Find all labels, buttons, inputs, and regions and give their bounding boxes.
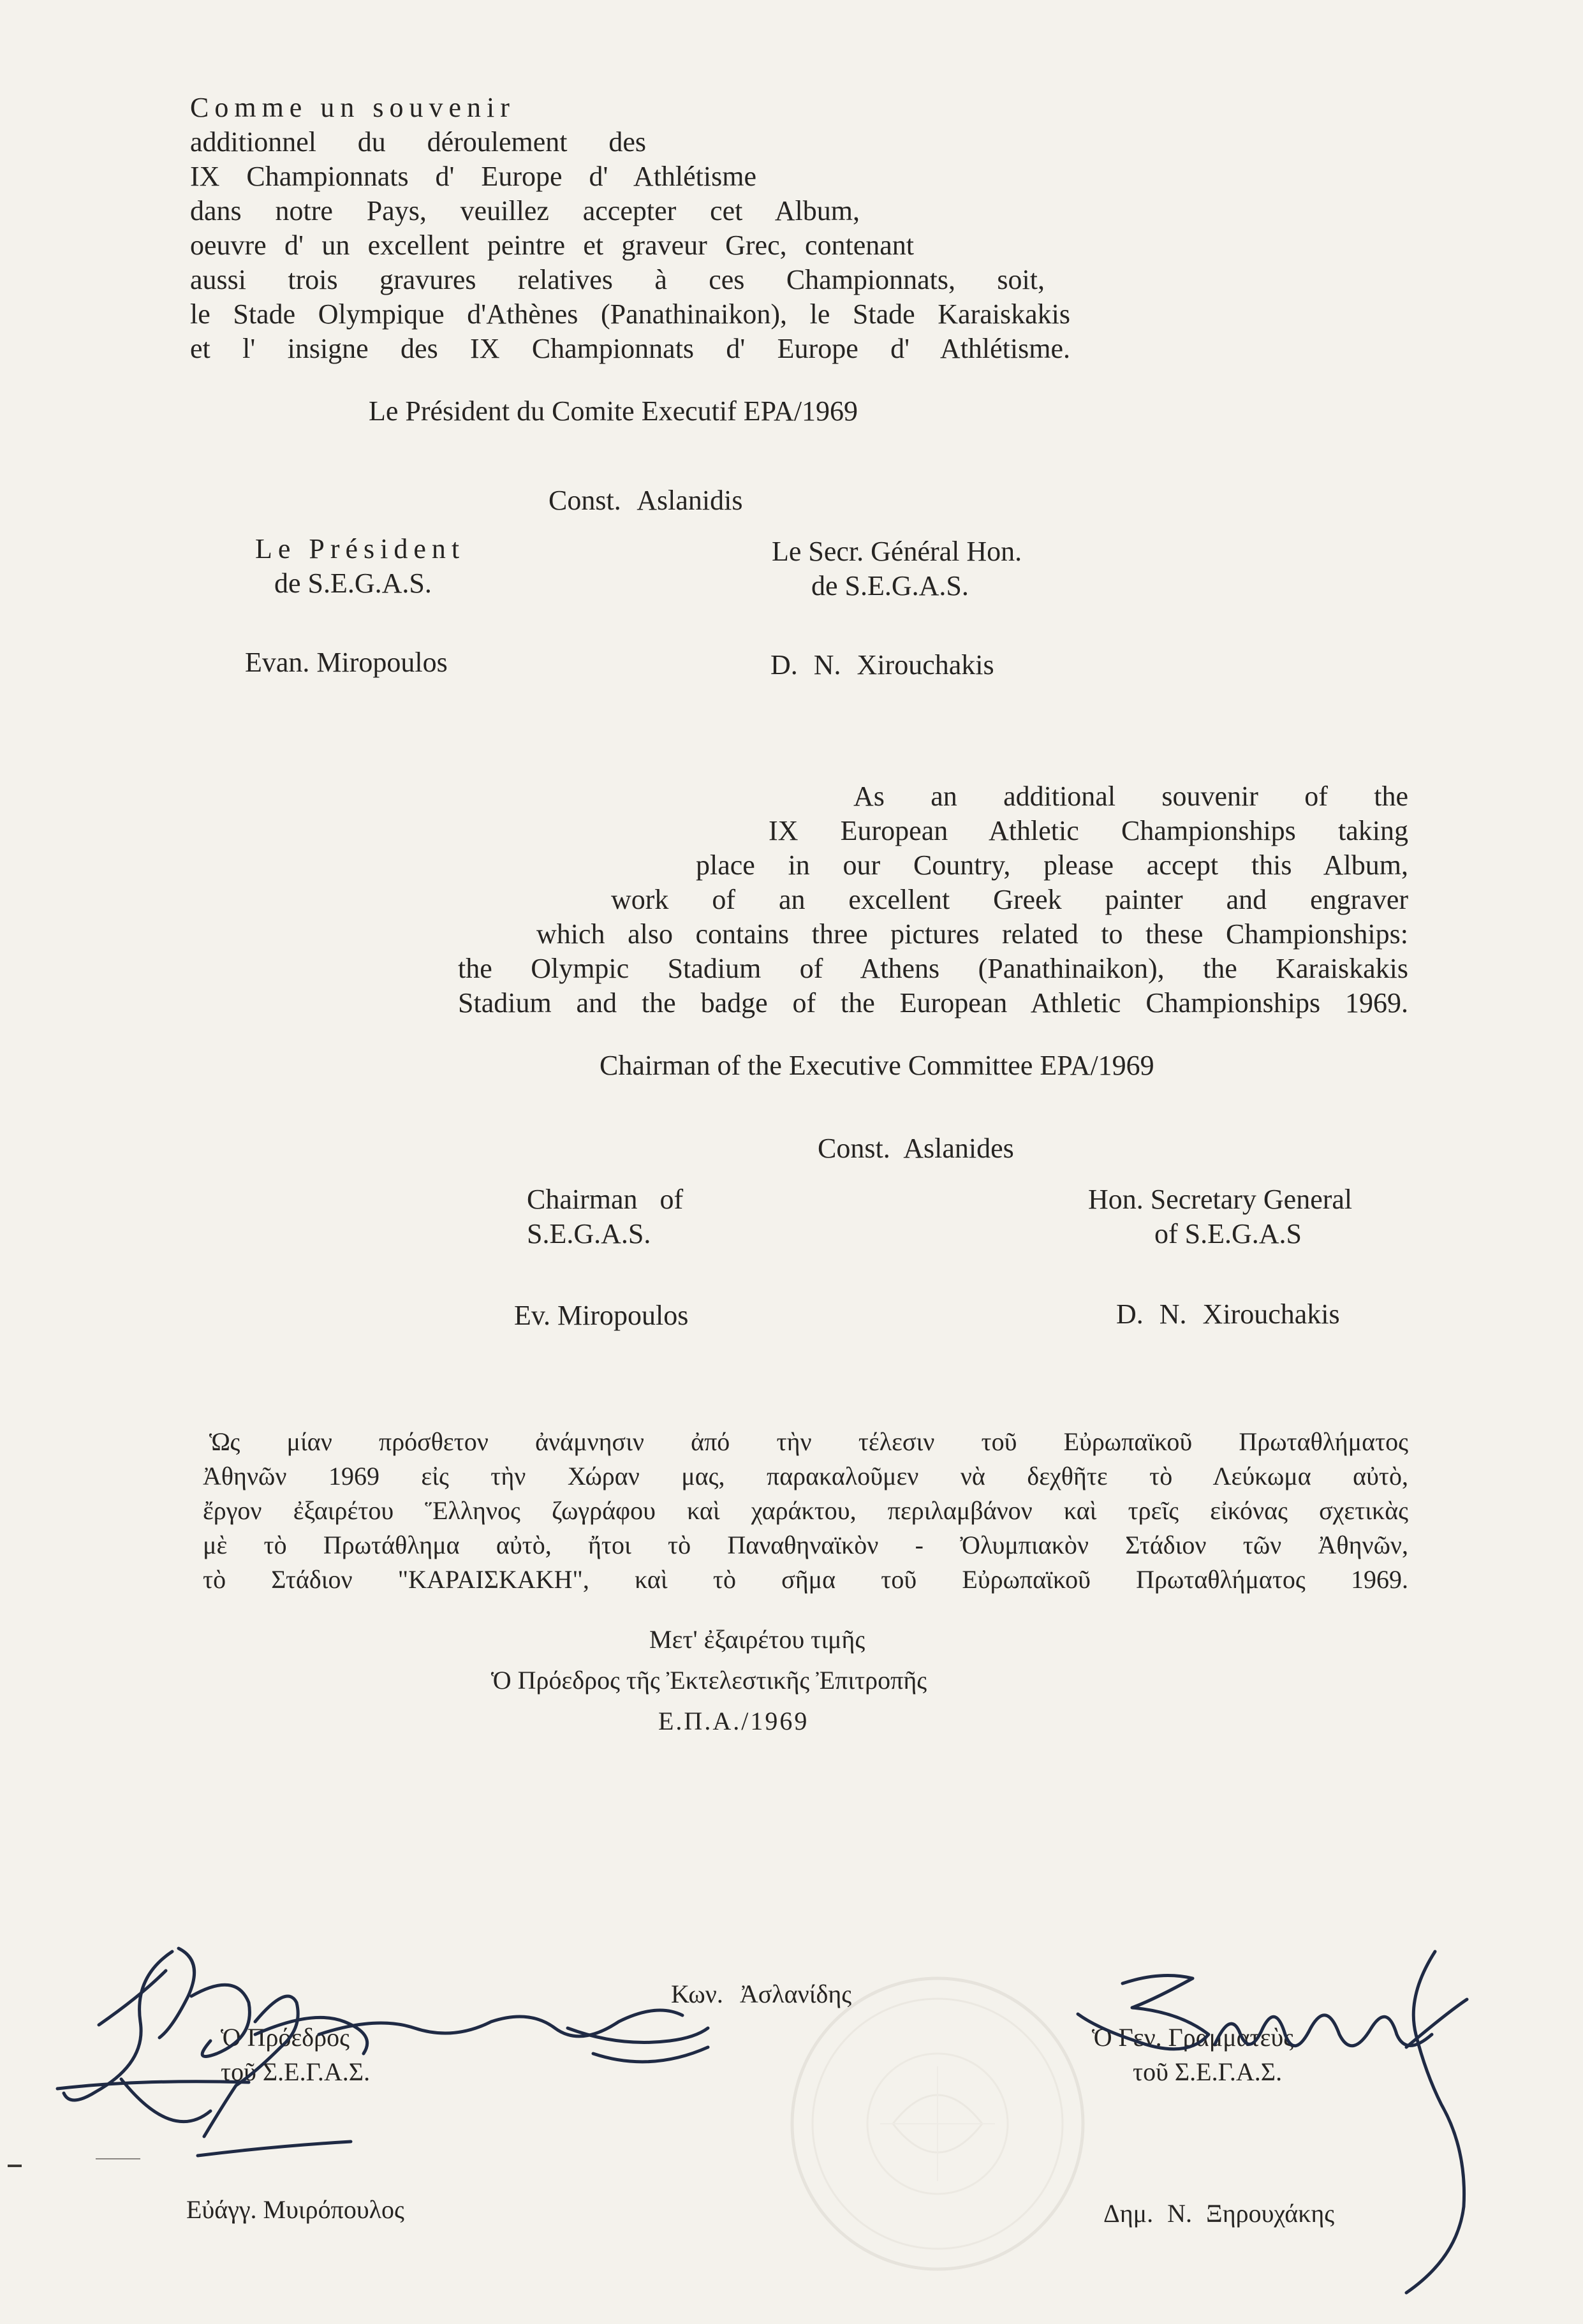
- french-right-title-1: Le Secr. Général Hon.: [772, 536, 1022, 567]
- english-line-2: IX European Athletic Championships taking: [769, 815, 1408, 846]
- french-line-3: IX Championnats d' Europe d' Athlétisme: [190, 161, 756, 192]
- greek-closing-2: Ὁ Πρόεδρος τῆς Ἐκτελεστικῆς Ἐπιτροπῆς: [491, 1666, 927, 1695]
- greek-line-2: Ἀθηνῶν 1969 εἰς τὴν Χώραν μας, παρακαλοῦμεν νὰ δεχθῆτε τὸ Λεύκωμα αὐτὸ,: [203, 1462, 1408, 1490]
- margin-dash: [96, 2158, 140, 2159]
- english-line-1: As an additional souvenir of the: [853, 781, 1408, 812]
- english-chair-name: Const. Aslanides: [818, 1133, 1014, 1164]
- french-left-name: Evan. Miropoulos: [245, 647, 448, 678]
- greek-line-3: ἔργον ἐξαιρέτου Ἕλληνος ζωγράφου καὶ χαράκτου, περιλαμβάνον καὶ τρεῖς εἰκόνας σχετικὰς: [203, 1496, 1408, 1525]
- english-line-7: Stadium and the badge of the European Athletic Championships 1969.: [458, 987, 1408, 1019]
- greek-left-name: Εὐάγγ. Μυιρόπουλος: [186, 2195, 404, 2224]
- english-line-6: the Olympic Stadium of Athens (Panathinaikon), the Karaiskakis: [458, 953, 1408, 984]
- signature-miropoulos-icon: [45, 1926, 733, 2181]
- french-left-title-2: de S.E.G.A.S.: [274, 568, 432, 599]
- greek-left-title-1: Ὁ Πρόεδρος: [221, 2023, 350, 2052]
- french-right-title-2: de S.E.G.A.S.: [811, 570, 969, 601]
- margin-mark: [8, 2165, 22, 2167]
- greek-left-title-2: τοῦ Σ.Ε.Γ.Α.Σ.: [221, 2057, 371, 2086]
- french-line-8: et l' insigne des IX Championnats d' Europe d' Athlétisme.: [190, 333, 1070, 364]
- french-right-name: D. N. Xirouchakis: [770, 649, 994, 680]
- english-right-title-1: Hon. Secretary General: [1088, 1184, 1353, 1215]
- english-chair-title: Chairman of the Executive Committee EPA/1969: [600, 1050, 1154, 1081]
- greek-closing-3: Ε.Π.Α./1969: [658, 1707, 809, 1735]
- embossed-seal-icon: [784, 1971, 1091, 2277]
- greek-closing-1: Μετ' ἐξαιρέτου τιμῆς: [649, 1625, 865, 1654]
- greek-paragraph: [203, 1425, 1408, 1597]
- french-line-2: additionnel du déroulement des: [190, 126, 646, 158]
- greek-line-4: μὲ τὸ Πρωτάθλημα αὐτὸ, ἤτοι τὸ Παναθηναϊκὸν - Ὀλυμπιακὸν Στάδιον τῶν Ἀθηνῶν,: [203, 1531, 1408, 1559]
- english-line-4: work of an excellent Greek painter and engraver: [611, 884, 1408, 915]
- greek-chair-name: Κων. Ἀσλανίδης: [671, 1980, 852, 2008]
- french-paragraph: [190, 91, 1070, 366]
- english-line-5: which also contains three pictures related to these Championships:: [536, 918, 1408, 950]
- french-line-5: oeuvre d' un excellent peintre et graveur Grec, contenant: [190, 230, 914, 261]
- french-chair-title: Le Président du Comite Executif EPA/1969: [369, 395, 858, 427]
- french-line-6: aussi trois gravures relatives à ces Championnats, soit,: [190, 264, 1045, 295]
- english-left-title-2: S.E.G.A.S.: [527, 1218, 651, 1249]
- french-left-title-1: Le Président: [255, 533, 466, 564]
- french-line-1: Comme un souvenir: [190, 92, 515, 123]
- greek-right-name: Δημ. Ν. Ξηρουχάκης: [1103, 2199, 1335, 2228]
- english-left-name: Ev. Miropoulos: [514, 1300, 689, 1331]
- english-left-title-1: Chairman of: [527, 1184, 684, 1215]
- french-chair-name: Const. Aslanidis: [549, 485, 743, 516]
- signature-xirouchakis-icon: [1059, 1939, 1492, 2302]
- english-right-name: D. N. Xirouchakis: [1116, 1298, 1340, 1330]
- english-paragraph: [458, 779, 1408, 1020]
- english-right-title-2: of S.E.G.A.S: [1154, 1218, 1302, 1249]
- greek-right-title-1: Ὁ Γεν. Γραμματεὺς: [1092, 2023, 1294, 2052]
- french-line-4: dans notre Pays, veuillez accepter cet Album,: [190, 195, 860, 226]
- greek-right-title-2: τοῦ Σ.Ε.Γ.Α.Σ.: [1133, 2057, 1283, 2086]
- greek-line-5: τὸ Στάδιον "ΚΑΡΑΙΣΚΑΚΗ", καὶ τὸ σῆμα τοῦ Εὐρωπαϊκοῦ Πρωταθλήματος 1969.: [203, 1565, 1408, 1594]
- french-line-7: le Stade Olympique d'Athènes (Panathinaikon), le Stade Karaiskakis: [190, 298, 1070, 330]
- greek-line-1: Ὡς μίαν πρόσθετον ἀνάμνησιν ἀπό τὴν τέλεσιν τοῦ Εὐρωπαϊκοῦ Πρωταθλήματος: [209, 1427, 1408, 1456]
- english-line-3: place in our Country, please accept this Album,: [696, 849, 1408, 881]
